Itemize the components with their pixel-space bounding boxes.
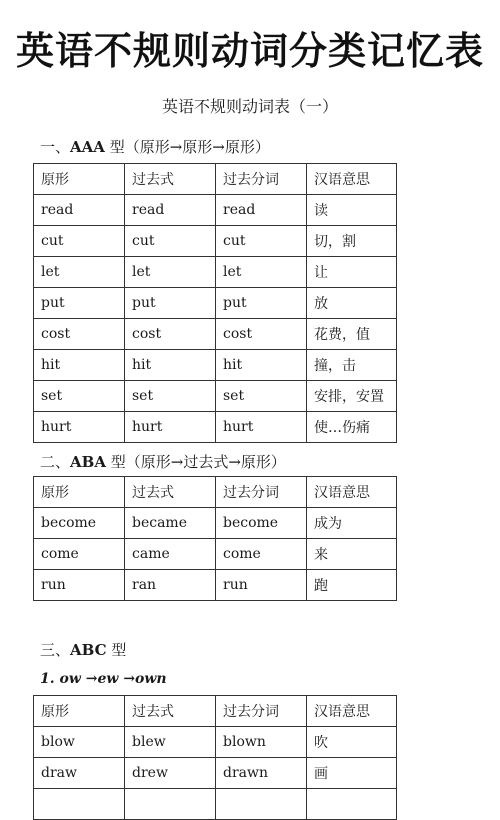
table-cell: hit [125, 350, 216, 381]
table-cell: hurt [216, 412, 307, 443]
table-cell: came [125, 539, 216, 570]
table-row [34, 412, 397, 443]
column-header: 过去式 [125, 696, 216, 727]
table-cell: became [125, 508, 216, 539]
table-cell: 读 [307, 195, 397, 226]
column-header: 过去分词 [216, 477, 307, 508]
table-cell: 切，割 [307, 226, 397, 257]
table-cell: run [216, 570, 307, 601]
section-heading-prefix: 三、 [40, 641, 71, 659]
section-heading-abc [40, 639, 126, 660]
table-cell: drawn [216, 758, 307, 789]
section-heading-pattern: AAA [70, 138, 105, 156]
column-header: 过去式 [125, 164, 216, 195]
table-cell: let [216, 257, 307, 288]
table-cell: 撞，击 [307, 350, 397, 381]
table-cell: 让 [307, 257, 397, 288]
table-row [34, 789, 397, 820]
column-header: 过去分词 [216, 696, 307, 727]
table-cell: 来 [307, 539, 397, 570]
section-heading-desc: 型（原形→原形→原形） [104, 138, 270, 156]
table-cell: become [34, 508, 125, 539]
table-cell: blew [125, 727, 216, 758]
table-cell: come [216, 539, 307, 570]
table-cell: put [34, 288, 125, 319]
table-cell: read [216, 195, 307, 226]
table-cell: set [34, 381, 125, 412]
section-heading-pattern: ABA [70, 453, 106, 471]
table-cell: draw [34, 758, 125, 789]
table-cell: 花费，值 [307, 319, 397, 350]
table-cell: 使…伤痛 [307, 412, 397, 443]
table-cell: drew [125, 758, 216, 789]
section-heading-prefix: 二、 [40, 453, 71, 471]
table-row [34, 570, 397, 601]
table-cell: let [34, 257, 125, 288]
table-cell: cost [216, 319, 307, 350]
table-row [34, 758, 397, 789]
table-cell: 安排，安置 [307, 381, 397, 412]
verb-table-aba [33, 476, 397, 601]
table-header-row [34, 696, 397, 727]
column-header: 原形 [34, 477, 125, 508]
document-subtitle: 英语不规则动词表（一） [161, 97, 338, 116]
table-cell: put [216, 288, 307, 319]
table-cell: ran [125, 570, 216, 601]
section-heading-pattern: ABC [70, 641, 107, 659]
table-cell: cost [125, 319, 216, 350]
table-cell [216, 789, 307, 820]
table-cell: 放 [307, 288, 397, 319]
column-header: 汉语意思 [307, 164, 397, 195]
table-row [34, 226, 397, 257]
column-header: 汉语意思 [307, 477, 397, 508]
table-cell [34, 789, 125, 820]
section-heading-aaa [40, 136, 270, 157]
table-cell: 吹 [307, 727, 397, 758]
verb-table-abc [33, 695, 397, 820]
column-header: 过去分词 [216, 164, 307, 195]
section-heading-desc: 型 [106, 641, 127, 659]
table-row [34, 727, 397, 758]
table-cell: run [34, 570, 125, 601]
table-row [34, 195, 397, 226]
section-heading-prefix: 一、 [40, 138, 71, 156]
table-row [34, 508, 397, 539]
table-cell: cut [34, 226, 125, 257]
table-cell: hit [34, 350, 125, 381]
table-cell: set [125, 381, 216, 412]
table-cell: 跑 [307, 570, 397, 601]
table-cell: cost [34, 319, 125, 350]
section-heading-desc: 型（原形→过去式→原形） [105, 453, 286, 471]
column-header: 过去式 [125, 477, 216, 508]
table-cell: come [34, 539, 125, 570]
table-cell: 画 [307, 758, 397, 789]
table-header-row [34, 477, 397, 508]
table-cell: hurt [125, 412, 216, 443]
column-header: 原形 [34, 696, 125, 727]
table-row [34, 539, 397, 570]
table-cell: become [216, 508, 307, 539]
table-cell: read [34, 195, 125, 226]
table-cell: hurt [34, 412, 125, 443]
table-cell: blown [216, 727, 307, 758]
section-heading-aba [40, 451, 286, 472]
verb-table-aaa [33, 163, 397, 443]
table-row [34, 288, 397, 319]
table-row [34, 319, 397, 350]
table-row [34, 257, 397, 288]
table-cell: let [125, 257, 216, 288]
table-cell [307, 789, 397, 820]
column-header: 原形 [34, 164, 125, 195]
page-title: 英语不规则动词分类记忆表 [15, 29, 484, 73]
table-cell: 成为 [307, 508, 397, 539]
table-cell: hit [216, 350, 307, 381]
table-cell: blow [34, 727, 125, 758]
table-row [34, 350, 397, 381]
column-header: 汉语意思 [307, 696, 397, 727]
table-row [34, 381, 397, 412]
table-cell: cut [125, 226, 216, 257]
subheading-ow-ew-own: 1. ow →ew →own [40, 671, 167, 687]
table-cell [125, 789, 216, 820]
table-cell: set [216, 381, 307, 412]
table-cell: put [125, 288, 216, 319]
table-header-row [34, 164, 397, 195]
table-cell: cut [216, 226, 307, 257]
table-cell: read [125, 195, 216, 226]
